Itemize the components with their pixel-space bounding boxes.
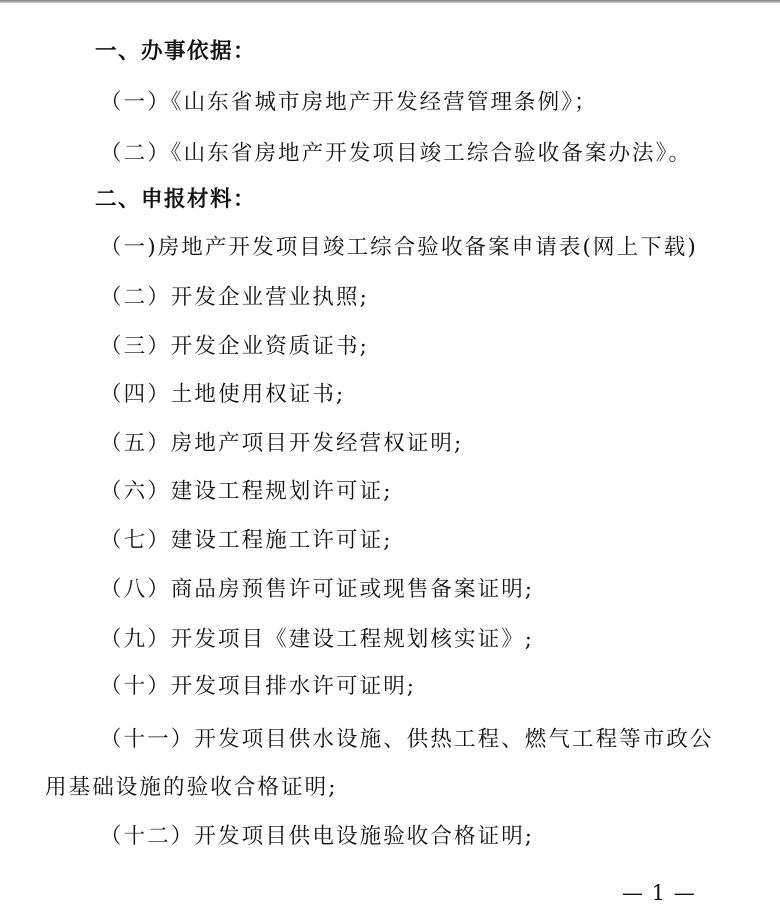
material-item-2: （二）开发企业营业执照; — [100, 285, 369, 310]
material-item-7: （七）建设工程施工许可证; — [100, 528, 393, 553]
material-item-1: （一)房地产开发项目竣工综合验收备案申请表(网上下载) — [100, 235, 698, 260]
material-item-10: （十）开发项目排水许可证明; — [100, 674, 417, 699]
material-item-11: （十一）开发项目供水设施、供热工程、燃气工程等市政公 — [100, 727, 714, 752]
section-heading-materials: 二、申报材料： — [95, 187, 257, 212]
basis-item-1: （一）《山东省城市房地产开发经营管理条例》； — [100, 90, 598, 115]
material-item-11-continued: 用基础设施的验收合格证明; — [45, 775, 338, 800]
material-item-4: （四）土地使用权证书; — [100, 382, 346, 407]
section-heading-basis: 一、办事依据： — [95, 39, 257, 64]
material-item-9: （九）开发项目《建设工程规划核实证》; — [100, 627, 535, 652]
basis-item-2: （二）《山东省房地产开发项目竣工综合验收备案办法》。 — [100, 141, 693, 166]
material-item-8: （八）商品房预售许可证或现售备案证明; — [100, 577, 535, 602]
material-item-3: （三）开发企业资质证书; — [100, 334, 369, 359]
material-item-6: （六）建设工程规划许可证; — [100, 479, 393, 504]
top-border — [0, 0, 780, 3]
page-number: — 1 — — [622, 881, 696, 905]
material-item-5: （五）房地产项目开发经营权证明; — [100, 431, 464, 456]
material-item-12: （十二）开发项目供电设施验收合格证明; — [100, 824, 535, 849]
